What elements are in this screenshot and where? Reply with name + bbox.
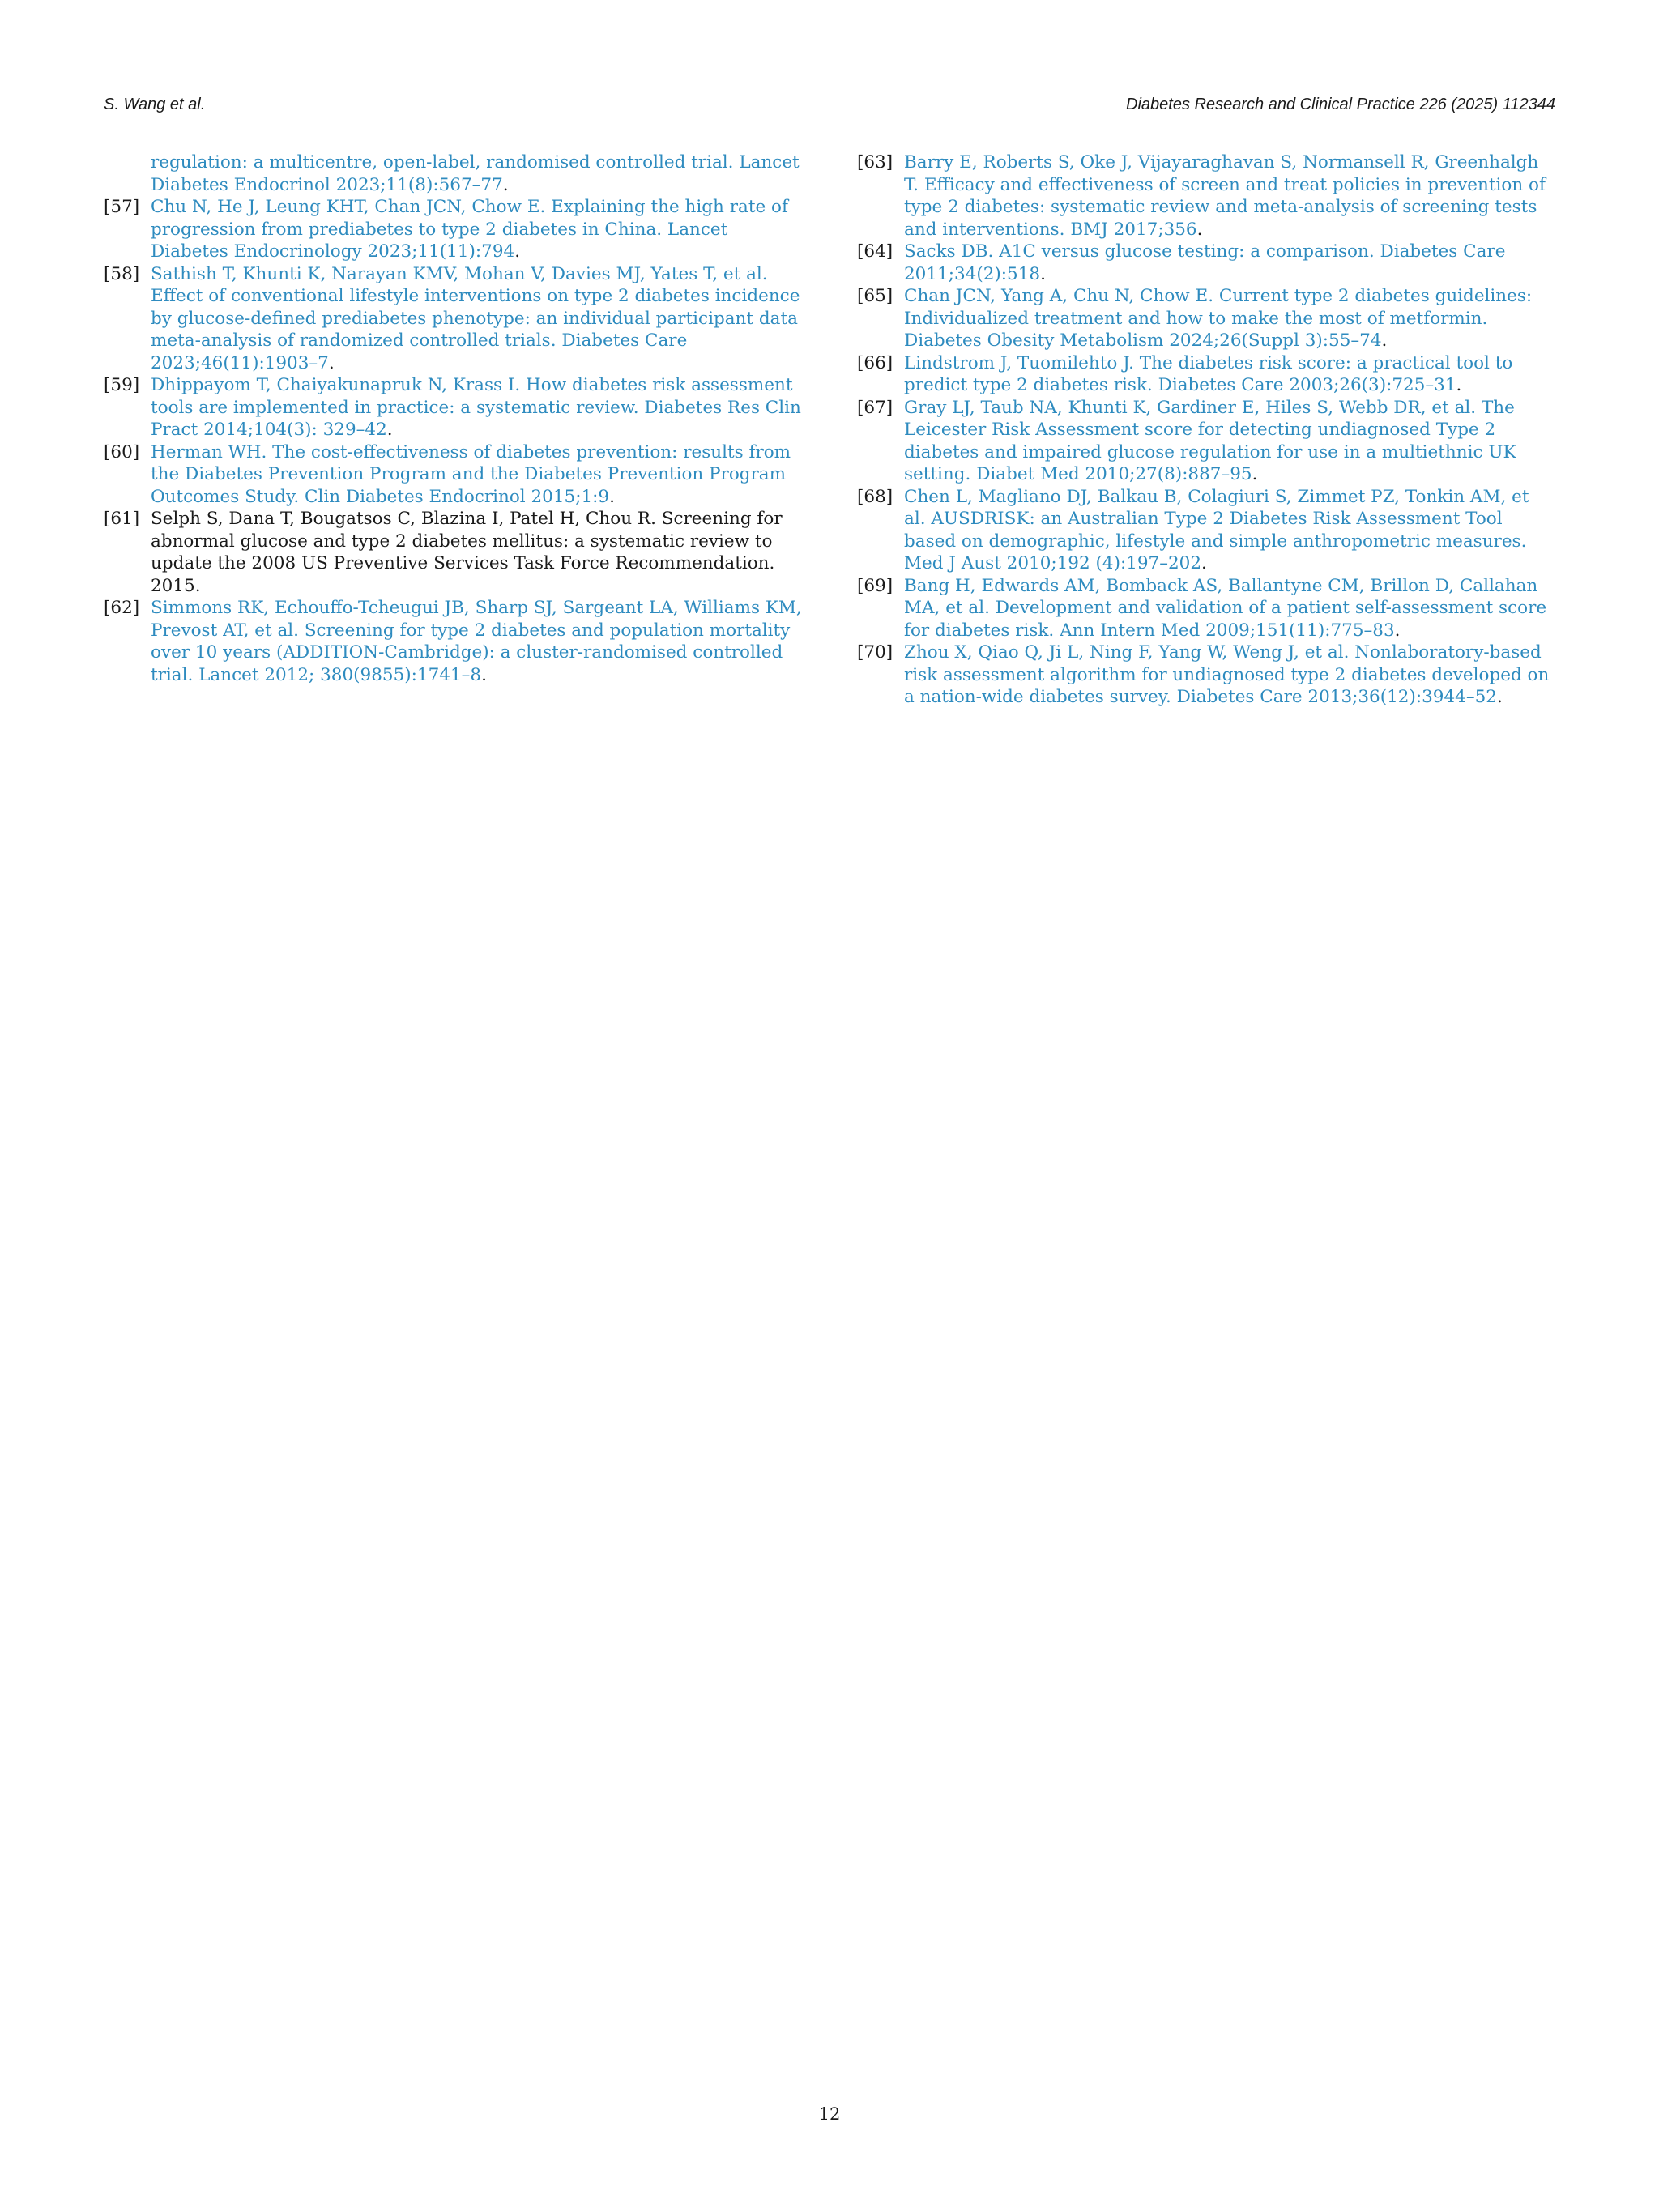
reference-item [104, 374, 802, 441]
reference-number: [59] [104, 375, 140, 395]
reference-column-right [857, 151, 1555, 709]
reference-end-punctuation: . [514, 241, 521, 262]
reference-end-punctuation: . [1196, 219, 1203, 240]
page-number: 12 [818, 2104, 841, 2124]
reference-link[interactable]: Dhippayom T, Chaiyakunapruk N, Krass I. How diabetes risk assessment tools are implemented in practice: a systematic review. Diabetes Res Clin Pract 2014;104(3): 329–42 [151, 375, 801, 440]
reference-number: [65] [857, 286, 893, 306]
reference-number: [69] [857, 575, 893, 596]
reference-item [857, 151, 1555, 241]
reference-end-punctuation: . [1201, 553, 1207, 573]
reference-link[interactable]: Barry E, Roberts S, Oke J, Vijayaraghavan S, Normansell R, Greenhalgh T. Efficacy and effectiveness of screen and treat policies in prevention of type 2 diabetes: systematic review and meta-analysis of screening tests and interventions. BMJ 2017;356 [904, 152, 1546, 240]
references-columns [104, 151, 1555, 709]
reference-number: [63] [857, 152, 893, 173]
reference-item [857, 241, 1555, 285]
reference-number: [67] [857, 397, 893, 418]
reference-link[interactable]: Chan JCN, Yang A, Chu N, Chow E. Current type 2 diabetes guidelines: Individualized treatment and how to make the most of metformin. Diabetes Obesity Metabolism 2024;26(Suppl 3):55–74 [904, 286, 1533, 351]
reference-link[interactable]: regulation: a multicentre, open-label, randomised controlled trial. Lancet Diabetes Endocrinol 2023;11(8):567–77 [151, 152, 800, 195]
reference-item [857, 285, 1555, 352]
author-running-head: S. Wang et al. [104, 96, 206, 113]
reference-item [104, 151, 802, 196]
reference-item [857, 486, 1555, 575]
reference-end-punctuation: . [1456, 375, 1462, 395]
reference-number [104, 151, 151, 196]
reference-number: [61] [104, 509, 140, 529]
reference-item [104, 508, 802, 597]
reference-item [857, 641, 1555, 709]
reference-item [857, 352, 1555, 397]
reference-end-punctuation: . [1252, 464, 1258, 484]
reference-end-punctuation: . [1040, 263, 1046, 284]
reference-end-punctuation: . [502, 174, 509, 195]
reference-number: [60] [104, 441, 140, 462]
reference-item [857, 397, 1555, 486]
reference-link[interactable]: Herman WH. The cost-effectiveness of diabetes prevention: results from the Diabetes Prevention Program and the Diabetes Prevention Program Outcomes Study. Clin Diabetes Endocrinol 2015;1:9 [151, 441, 791, 507]
reference-number: [66] [857, 352, 893, 373]
reference-link[interactable]: Simmons RK, Echouffo-Tcheugui JB, Sharp SJ, Sargeant LA, Williams KM, Prevost AT, et al. Screening for type 2 diabetes and population mortality over 10 years (ADDITION-Cambridge): a cluster-randomised controlled trial. Lancet 2012; 380(9855):1741–8 [151, 598, 802, 685]
reference-end-punctuation: . [1394, 620, 1401, 641]
reference-link[interactable]: Bang H, Edwards AM, Bomback AS, Ballantyne CM, Brillon D, Callahan MA, et al. Development and validation of a patient self-assessment score for diabetes risk. Ann Intern Med 2009;151(11):775–83 [904, 575, 1547, 641]
reference-end-punctuation: . [481, 664, 487, 685]
reference-end-punctuation: . [328, 352, 335, 373]
reference-number: [57] [104, 197, 140, 217]
reference-link[interactable]: Lindstrom J, Tuomilehto J. The diabetes risk score: a practical tool to predict type 2 diabetes risk. Diabetes Care 2003;26(3):725–31 [904, 352, 1513, 395]
reference-number: [70] [857, 642, 893, 663]
reference-end-punctuation: . [1496, 687, 1503, 707]
reference-number: [64] [857, 241, 893, 262]
reference-item [104, 263, 802, 375]
reference-item [104, 441, 802, 509]
reference-text: Selph S, Dana T, Bougatsos C, Blazina I, Patel H, Chou R. Screening for abnormal glucose and type 2 diabetes mellitus: a systematic review to update the 2008 US Preventive Services Task Force Recommendation. 2015. [151, 509, 783, 596]
reference-link[interactable]: Gray LJ, Taub NA, Khunti K, Gardiner E, Hiles S, Webb DR, et al. The Leicester Risk Assessment score for detecting undiagnosed Type 2 diabetes and impaired glucose regulation for use in a multiethnic UK setting. Diabet Med 2010;27(8):887–95 [904, 397, 1516, 484]
reference-link[interactable]: Chen L, Magliano DJ, Balkau B, Colagiuri S, Zimmet PZ, Tonkin AM, et al. AUSDRISK: an Australian Type 2 Diabetes Risk Assessment Tool based on demographic, lifestyle and simple anthropometric measures. Med J Aust 2010;192 (4):197–202 [904, 486, 1529, 573]
reference-link[interactable]: Sacks DB. A1C versus glucose testing: a comparison. Diabetes Care 2011;34(2):518 [904, 241, 1506, 284]
reference-column-left [104, 151, 802, 709]
reference-number: [58] [104, 263, 140, 284]
journal-running-head: Diabetes Research and Clinical Practice 226 (2025) 112344 [1126, 96, 1555, 113]
reference-link[interactable]: Chu N, He J, Leung KHT, Chan JCN, Chow E. Explaining the high rate of progression from prediabetes to type 2 diabetes in China. Lancet Diabetes Endocrinology 2023;11(11):794 [151, 197, 788, 262]
reference-end-punctuation: . [386, 420, 393, 440]
running-header [104, 96, 1555, 114]
reference-link[interactable]: Sathish T, Khunti K, Narayan KMV, Mohan V, Davies MJ, Yates T, et al. Effect of conventional lifestyle interventions on type 2 diabetes incidence by glucose-defined prediabetes phenotype: an individual participant data meta-analysis of randomized controlled trials. Diabetes Care 2023;46(11):1903–7 [151, 263, 800, 373]
reference-link[interactable]: Zhou X, Qiao Q, Ji L, Ning F, Yang W, Weng J, et al. Nonlaboratory-based risk assessment algorithm for undiagnosed type 2 diabetes developed on a nation-wide diabetes survey. Diabetes Care 2013;36(12):3944–52 [904, 642, 1550, 707]
reference-end-punctuation: . [609, 486, 615, 507]
reference-item [104, 196, 802, 263]
reference-end-punctuation: . [1381, 330, 1388, 351]
reference-number: [68] [857, 486, 893, 507]
reference-item [857, 575, 1555, 642]
reference-number: [62] [104, 598, 140, 618]
reference-item [104, 597, 802, 686]
